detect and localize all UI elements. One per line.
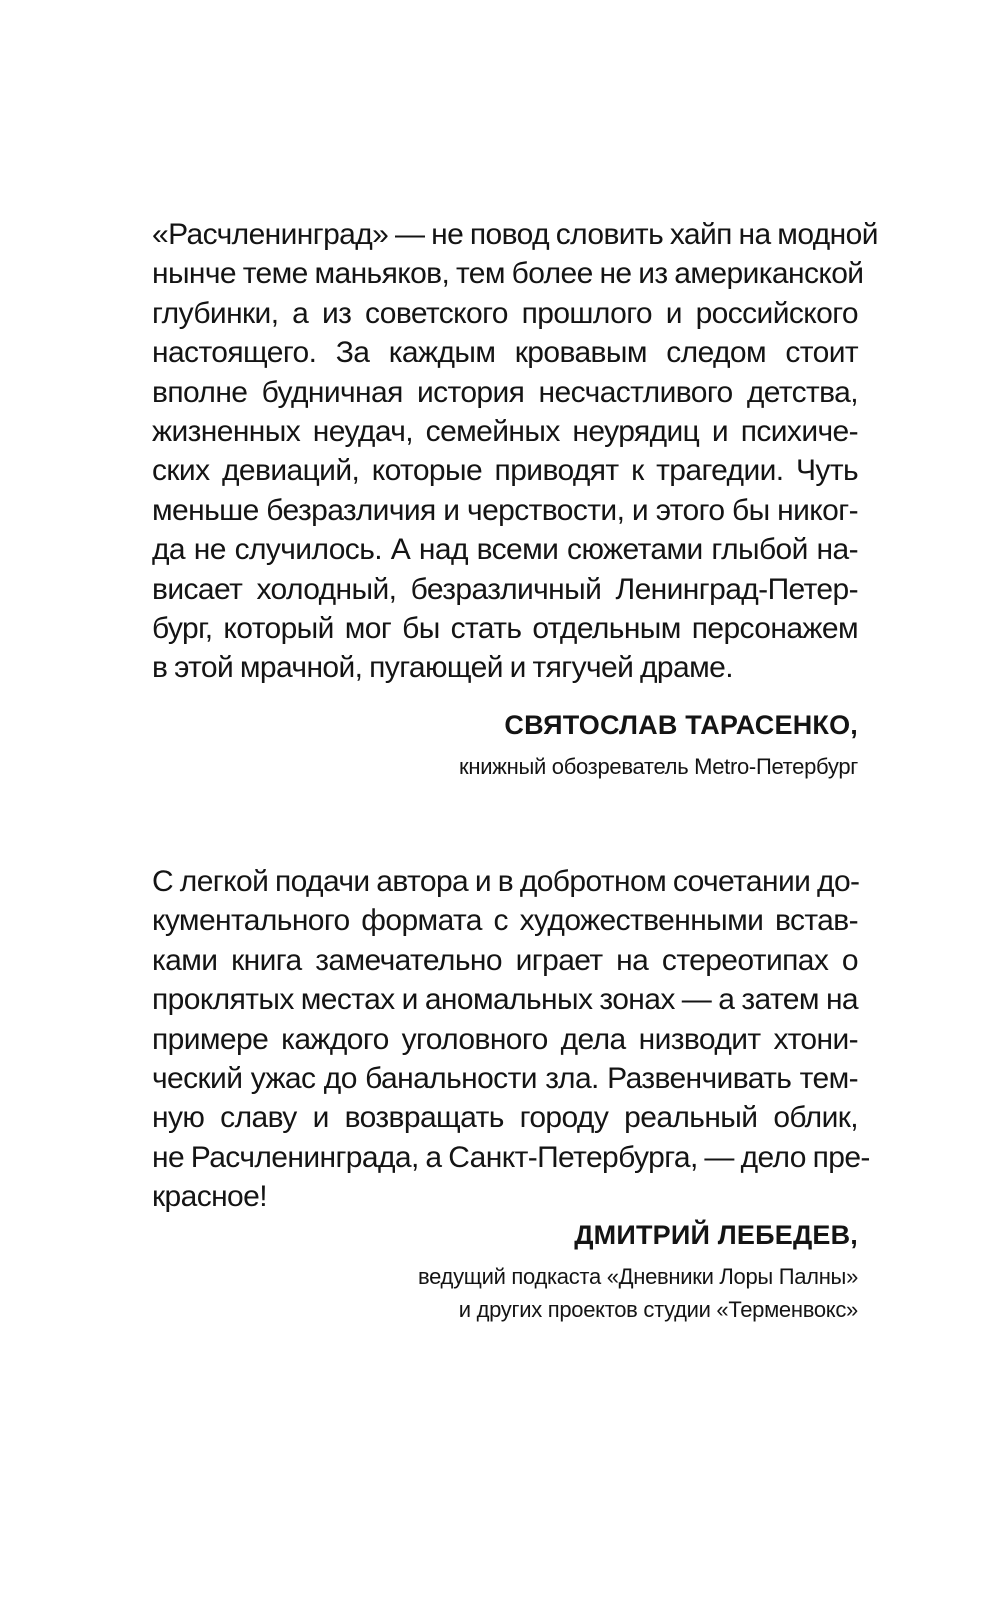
review-1-line: жизненных неудач, семейных неурядиц и психиче-	[152, 415, 858, 449]
review-2-line: ками книга замечательно играет на стереотипах о	[152, 943, 858, 977]
review-1-line: меньше безразличия и черствости, и этого бы никог-	[152, 493, 858, 527]
review-1-line: «Расчленинград» — не повод словить хайп на модной	[152, 218, 878, 251]
review-2-text	[152, 862, 870, 1217]
review-2-role-line: ведущий подкаста «Дневники Лоры Палны»	[417, 1264, 858, 1289]
review-1-line: вполне будничная история несчастливого детства,	[152, 375, 858, 409]
review-2-line: красное!	[152, 1180, 267, 1214]
review-1-line: да не случилось. А над всеми сюжетами глыбой на-	[152, 533, 858, 567]
review-1-line: настоящего. За каждым кровавым следом стоит	[152, 336, 858, 370]
review-1-line: глубинки, а из советского прошлого и российского	[152, 296, 858, 330]
review-1-text	[152, 215, 878, 688]
review-1-line: ских девиаций, которые приводят к трагедии. Чуть	[152, 454, 858, 488]
review-1-line: бург, который мог бы стать отдельным персонажем	[152, 612, 858, 646]
review-2-line: примере каждого уголовного дела низводит хтони-	[152, 1022, 858, 1056]
review-2-role-line: и других проектов студии «Терменвокс»	[458, 1297, 858, 1322]
review-2-author-role	[418, 1260, 858, 1326]
review-2-line: не Расчленинграда, а Санкт-Петербурга, — дело пре-	[152, 1140, 870, 1174]
review-1-author-role	[459, 750, 858, 783]
review-2-line: С легкой подачи автора и в добротном сочетании до-	[152, 865, 860, 898]
review-2-line: кументального формата с художественными встав-	[152, 904, 858, 938]
review-1-role-line: книжный обозреватель Metro-Петербург	[459, 754, 858, 779]
review-2-line: проклятых местах и аномальных зонах — а затем на	[152, 983, 858, 1017]
review-1-line: в этой мрачной, пугающей и тягучей драме.	[152, 651, 733, 685]
review-1-line: висает холодный, безразличный Ленинград-Петер-	[152, 572, 858, 606]
review-1-author: СВЯТОСЛАВ ТАРАСЕНКО,	[504, 710, 858, 740]
review-2-line: ную славу и возвращать городу реальный облик,	[152, 1101, 858, 1135]
review-1-line: нынче теме маньяков, тем более не из американской	[152, 257, 864, 291]
review-2-line: ческий ужас до банальности зла. Развенчивать тем-	[152, 1062, 858, 1096]
review-2-author: ДМИТРИЙ ЛЕБЕДЕВ,	[574, 1220, 858, 1250]
